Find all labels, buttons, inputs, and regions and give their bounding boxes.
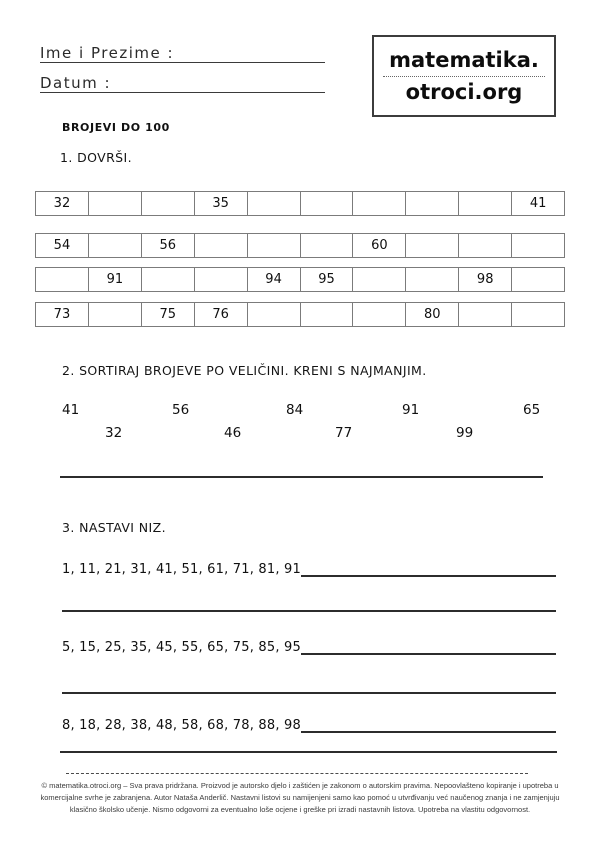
- sort-number: 32: [105, 425, 123, 441]
- footer-copyright: © matematika.otroci.org – Sva prava pridržana. Proizvod je autorsko djelo i zaštićen je zakonom o autorskim pravima. Nepoovlašteno kopiranje i upotreba u komercijalne svrhe je zabranjena. Autor Nataša Anderlič. Nastavni listovi su namijenjeni samo kao pomoć u utvrđivanju već naučenog znanja i ne zamjenjuju klasično školsko učenje. Nismo odgovorni za eventualno loše ocjene i greške pri izradi nastavnih listova. Upotreba na vlastitu odgovornost.: [40, 781, 560, 814]
- sequence-text: 8, 18, 28, 38, 48, 58, 68, 78, 88, 98: [62, 718, 301, 733]
- answer-line: [301, 559, 556, 577]
- exercise2-heading: 2. SORTIRAJ BROJEVE PO VELIČINI. KRENI S NAJMANJIM.: [62, 363, 427, 378]
- grid-cell: [406, 268, 459, 291]
- grid-cell: 60: [353, 234, 406, 257]
- grid-cell: 41: [529, 196, 547, 211]
- answer-line: [60, 460, 543, 478]
- grid-cell: 95: [301, 268, 354, 291]
- sort-number: 65: [523, 402, 541, 418]
- sequence-row-1: [62, 559, 556, 577]
- sort-number: 46: [224, 425, 242, 441]
- logo-line-1: matematika.: [389, 48, 539, 73]
- grid-cell: [512, 234, 564, 257]
- grid-cell: [301, 303, 354, 326]
- grid-cell: [89, 234, 142, 257]
- grid-cell: 80: [406, 303, 459, 326]
- grid-cell: [89, 303, 142, 326]
- answer-line: [62, 676, 556, 694]
- number-grid-row-3: [35, 267, 565, 292]
- grid-cell: 35: [195, 192, 248, 215]
- grid-cell: [353, 268, 406, 291]
- exercise1-heading: 1. DOVRŠI.: [60, 150, 132, 165]
- sort-number: 56: [172, 402, 190, 418]
- footer-divider: [66, 773, 528, 774]
- sequence-row-3: [62, 715, 556, 733]
- grid-cell: [195, 268, 248, 291]
- grid-cell: 32: [36, 192, 89, 215]
- grid-cell: [512, 268, 564, 291]
- number-grid-row-1: [35, 191, 565, 216]
- grid-cell: 73: [36, 303, 89, 326]
- number-grid-row-4: [35, 302, 565, 327]
- answer-line: [301, 637, 556, 655]
- grid-cell: [301, 234, 354, 257]
- sequence-text: 5, 15, 25, 35, 45, 55, 65, 75, 85, 95: [62, 640, 301, 655]
- grid-cell: [248, 192, 301, 215]
- grid-cell: [248, 234, 301, 257]
- sort-number: 77: [335, 425, 353, 441]
- grid-cell: [301, 192, 354, 215]
- grid-cell: [89, 192, 142, 215]
- sort-number: 84: [286, 402, 304, 418]
- grid-cell: 54: [36, 234, 89, 257]
- answer-line: [62, 594, 556, 612]
- grid-cell: [195, 234, 248, 257]
- logo-line-2: otroci.org: [405, 79, 523, 104]
- grid-cell: [459, 192, 512, 215]
- grid-cell: [512, 303, 564, 326]
- grid-cell: [459, 303, 512, 326]
- answer-line: [301, 715, 556, 733]
- logo-divider: [383, 76, 545, 77]
- date-label: Datum :: [40, 74, 112, 92]
- sort-number: 41: [62, 402, 80, 418]
- grid-cell: 91: [89, 268, 142, 291]
- grid-cell: [406, 234, 459, 257]
- grid-cell: [353, 192, 406, 215]
- grid-cell: 56: [142, 234, 195, 257]
- worksheet-title: BROJEVI DO 100: [62, 121, 170, 134]
- sequence-row-2: [62, 637, 556, 655]
- grid-cell: [353, 303, 406, 326]
- grid-cell: 98: [459, 268, 512, 291]
- grid-cell: 94: [248, 268, 301, 291]
- answer-line: [60, 735, 557, 753]
- grid-cell: 76: [195, 303, 248, 326]
- grid-cell: [406, 192, 459, 215]
- grid-cell: [459, 234, 512, 257]
- site-logo: [372, 35, 556, 117]
- grid-cell: [248, 303, 301, 326]
- exercise3-heading: 3. NASTAVI NIZ.: [62, 520, 166, 535]
- grid-cell: [142, 192, 195, 215]
- name-field-line: [40, 44, 325, 63]
- grid-cell: [142, 268, 195, 291]
- sequence-text: 1, 11, 21, 31, 41, 51, 61, 71, 81, 91: [62, 562, 301, 577]
- grid-cell: 75: [142, 303, 195, 326]
- sort-number: 99: [456, 425, 474, 441]
- date-field-line: [40, 74, 325, 93]
- grid-cell: [36, 268, 89, 291]
- sort-number: 91: [402, 402, 420, 418]
- number-grid-row-2: [35, 233, 565, 258]
- name-label: Ime i Prezime :: [40, 44, 175, 62]
